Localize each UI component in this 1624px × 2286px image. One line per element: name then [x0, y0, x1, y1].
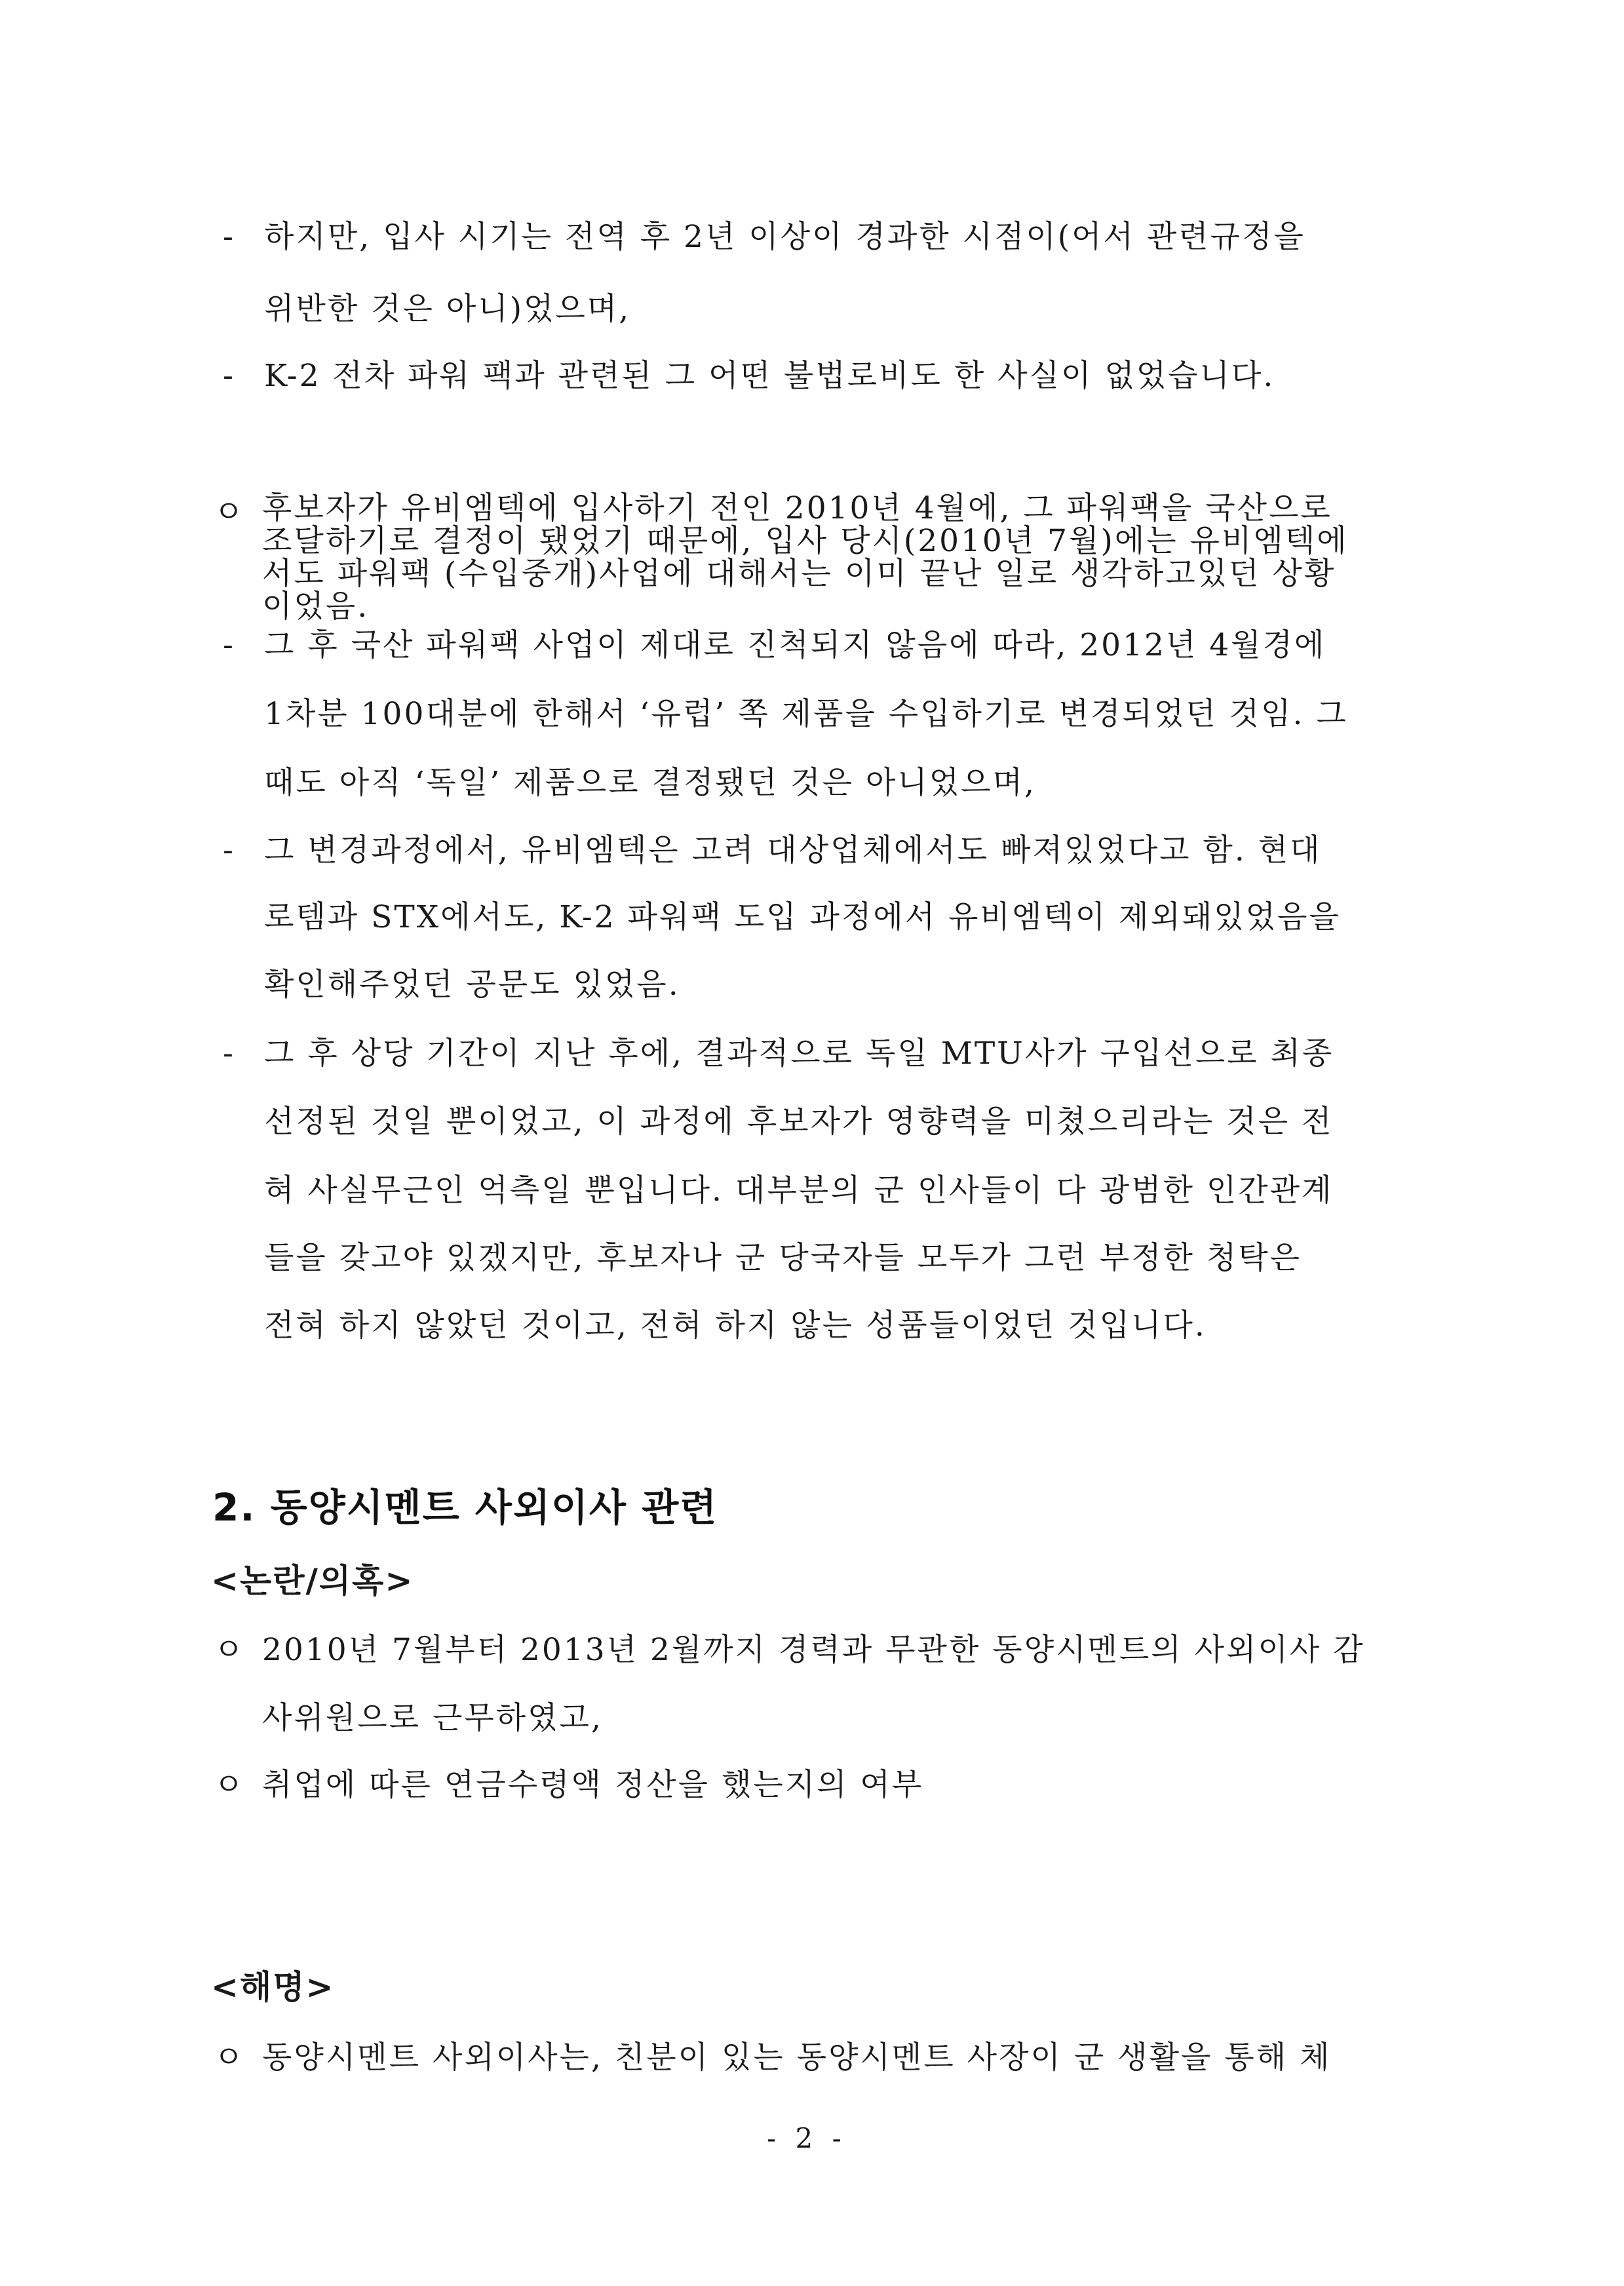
paragraph-line: 확인해주었던 공문도 있었음.	[264, 967, 680, 1003]
paragraph-line: 서도 파워팩 (수입중개)사업에 대해서는 이미 끝난 일로 생각하고있던 상황	[262, 556, 1336, 592]
paragraph-line: 동양시멘트 사외이사는, 친분이 있는 동양시멘트 사장이 군 생활을 통해 체	[262, 2040, 1332, 2076]
page-number: - 2 -	[767, 2122, 847, 2154]
paragraph-line: 취업에 따른 연금수령액 정산을 했는지의 여부	[262, 1767, 924, 1803]
paragraph-line: 조달하기로 결정이 됐었기 때문에, 입사 당시(2010년 7월)에는 유비엠텍에	[262, 523, 1349, 559]
dash-marker: -	[223, 358, 233, 394]
paragraph-line: 그 후 상당 기간이 지난 후에, 결과적으로 독일 MTU사가 구입선으로 최종	[264, 1036, 1334, 1072]
paragraph-line: 선정된 것일 뿐이었고, 이 과정에 후보자가 영향력을 미쳤으리라는 것은 전	[264, 1104, 1334, 1140]
paragraph-line: 2010년 7월부터 2013년 2월까지 경력과 무관한 동양시멘트의 사외이사 감	[262, 1632, 1365, 1668]
paragraph-line: 1차분 100대분에 한해서 ‘유럽’ 쪽 제품을 수입하기로 변경되었던 것임. 그	[264, 696, 1348, 732]
dash-marker: -	[223, 1036, 233, 1072]
dash-marker: -	[223, 219, 233, 255]
issue-subheading: <논란/의혹>	[211, 1561, 414, 1600]
paragraph-line: 그 변경과정에서, 유비엠텍은 고려 대상업체에서도 빠져있었다고 함. 현대	[264, 832, 1322, 868]
paragraph-line: 하지만, 입사 시기는 전역 후 2년 이상이 경과한 시점이(어서 관련규정을	[264, 219, 1305, 255]
dash-marker: -	[223, 627, 233, 663]
dash-marker: -	[223, 832, 233, 868]
paragraph-line: 이었음.	[262, 589, 370, 625]
circle-bullet: ㅇ	[214, 2040, 244, 2076]
paragraph-line: 로템과 STX에서도, K-2 파워팩 도입 과정에서 유비엠텍이 제외돼있었음을	[264, 899, 1341, 935]
paragraph-line: 전혀 하지 않았던 것이고, 전혀 하지 않는 성품들이었던 것입니다.	[264, 1308, 1207, 1344]
paragraph-line: 위반한 것은 아니)었으며,	[264, 291, 631, 327]
circle-bullet: ㅇ	[214, 1767, 244, 1803]
paragraph-line: 혀 사실무근인 억측일 뿐입니다. 대부분의 군 인사들이 다 광범한 인간관계	[264, 1172, 1334, 1209]
paragraph-line: 후보자가 유비엠텍에 입사하기 전인 2010년 4월에, 그 파워팩을 국산으로	[262, 490, 1332, 526]
circle-bullet: ㅇ	[214, 494, 244, 530]
section-heading: 2. 동양시멘트 사외이사 관련	[212, 1485, 718, 1530]
paragraph-line: 때도 아직 ‘독일’ 제품으로 결정됐던 것은 아니었으며,	[264, 765, 1036, 801]
answer-subheading: <해명>	[211, 1967, 335, 2006]
paragraph-line: 그 후 국산 파워팩 사업이 제대로 진척되지 않음에 따라, 2012년 4월경에	[264, 627, 1326, 663]
paragraph-line: K-2 전차 파워 팩과 관련된 그 어떤 불법로비도 한 사실이 없었습니다.	[264, 358, 1275, 394]
circle-bullet: ㅇ	[214, 1632, 244, 1668]
paragraph-line: 사위원으로 근무하였고,	[262, 1700, 603, 1736]
paragraph-line: 들을 갖고야 있겠지만, 후보자나 군 당국자들 모두가 그런 부정한 청탁은	[264, 1240, 1302, 1276]
